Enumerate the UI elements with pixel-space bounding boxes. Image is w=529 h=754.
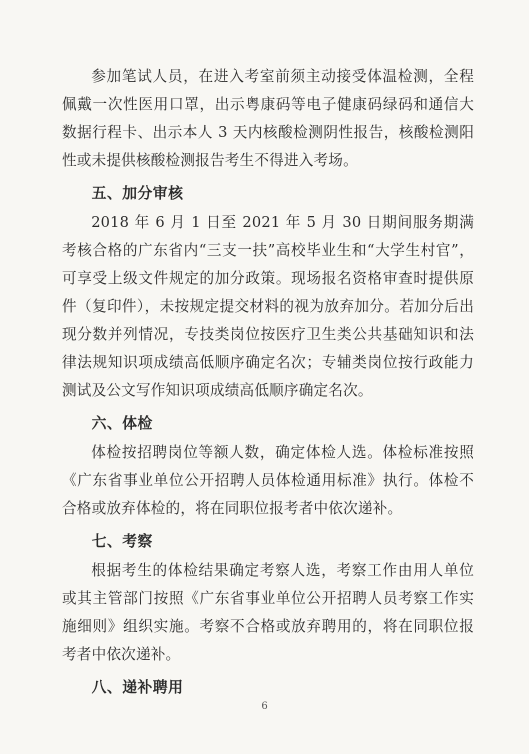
intro-paragraph: 参加笔试人员，在进入考室前须主动接受体温检测，全程佩戴一次性医用口罩，出示粤康码等电子健康码绿码和通信大数据行程卡、出示本人 3 天内核酸检测阴性报告，核酸检测阳性或未提供核酸检测报告考生不得进入考场。 [62, 68, 474, 169]
document-body [62, 63, 474, 703]
physical-exam-paragraph: 体检按招聘岗位等额人数，确定体检人选。体检标准按照《广东省事业单位公开招聘人员体检通用标准》执行。体检不合格或放弃体检的，将在同职位报考者中依次递补。 [62, 444, 474, 517]
bonus-review-paragraph: 2018 年 6 月 1 日至 2021 年 5 月 30 日期间服务期满考核合格的广东省内“三支一扶”高校毕业生和“大学生村官”，可享受上级文件规定的加分政策。现场报名资格审查时提供原件（复印件），未按规定提交材料的视为放弃加分。若加分后出现分数并列情况，专技类岗位按医疗卫生类公共基础知识和法律法规知识项成绩高低顺序确定名次；专辅类岗位按行政能力测试及公文写作知识项成绩高低顺序确定名次。 [62, 214, 474, 399]
section-heading-substitute-hiring: 八、递补聘用 [91, 679, 184, 696]
section-heading-physical-exam: 六、体检 [91, 415, 153, 432]
section-heading-inspection: 七、考察 [91, 533, 153, 550]
inspection-paragraph: 根据考生的体检结果确定考察人选，考察工作由用人单位或其主管部门按照《广东省事业单位公开招聘人员考察工作实施细则》组织实施。考察不合格或放弃聘用的，将在同职位报考者中依次递补。 [62, 562, 474, 663]
section-heading-bonus-review: 五、加分审核 [91, 185, 184, 202]
page-number: 6 [261, 701, 268, 712]
